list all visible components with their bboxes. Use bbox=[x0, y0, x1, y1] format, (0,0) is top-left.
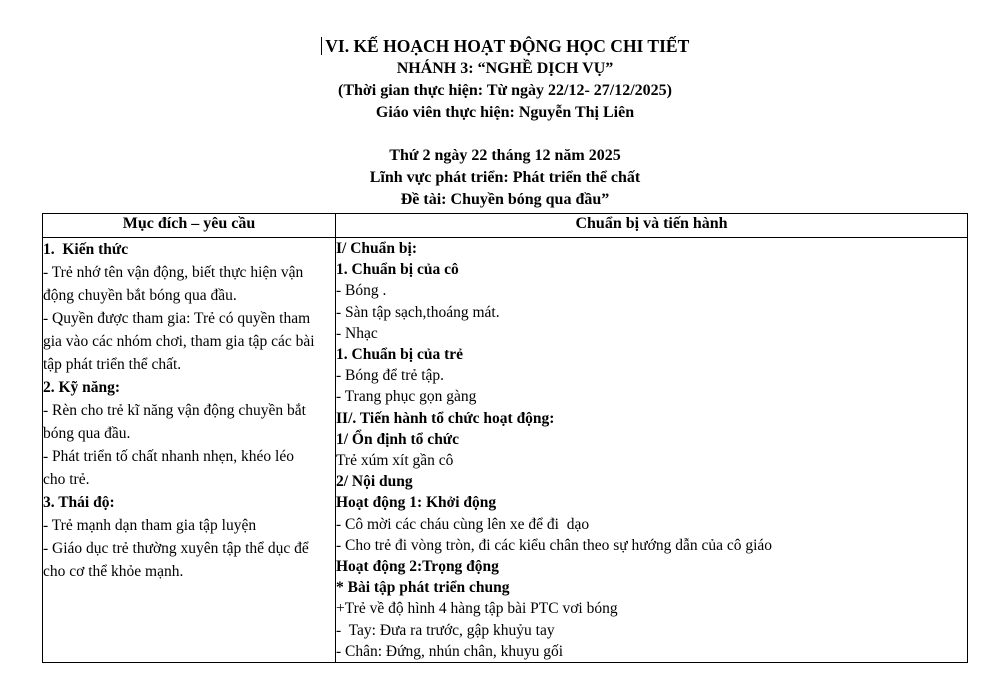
text-line: cho trẻ. bbox=[43, 471, 90, 488]
text-line: - Giáo dục trẻ thường xuyên tập thể dục để bbox=[43, 540, 309, 557]
text-line: - Quyền được tham gia: Trẻ có quyền tham bbox=[43, 310, 311, 327]
text-line: 1. Kiến thức bbox=[43, 241, 129, 258]
document-header bbox=[42, 34, 968, 211]
text-line: - Phát triển tố chất nhanh nhẹn, khéo léo bbox=[43, 448, 294, 465]
text-line: cho cơ thể khỏe mạnh. bbox=[43, 563, 184, 580]
text-line: - Trang phục gọn gàng bbox=[336, 388, 477, 406]
text-line: tập phát triển thể chất. bbox=[43, 356, 182, 373]
text-line: - Bóng . bbox=[336, 282, 387, 300]
lesson-plan-table bbox=[42, 213, 968, 663]
preparation-cell bbox=[336, 238, 968, 663]
text-line: - Sàn tập sạch,thoáng mát. bbox=[336, 303, 500, 321]
text-line: 2/ Nội dung bbox=[336, 473, 413, 491]
page-title-text: VI. KẾ HOẠCH HOẠT ĐỘNG HỌC CHI TIẾT bbox=[325, 36, 690, 56]
text-line: gia vào các nhóm chơi, tham gia tập các bài bbox=[43, 333, 315, 350]
text-line: 3. Thái độ: bbox=[43, 494, 115, 511]
text-line: - Cô mời các cháu cùng lên xe để đi dạo bbox=[336, 515, 590, 533]
text-line: - Bóng để trẻ tập. bbox=[336, 367, 445, 385]
table-header-row bbox=[43, 214, 968, 238]
topic-line: Đề tài: Chuyền bóng qua đầu” bbox=[400, 191, 610, 208]
text-line: Hoạt động 2:Trọng động bbox=[336, 558, 499, 576]
page-title bbox=[42, 34, 968, 58]
weekday-line: Thứ 2 ngày 22 tháng 12 năm 2025 bbox=[389, 147, 621, 164]
text-line: - Chân: Đứng, nhún chân, khuyu gối bbox=[336, 642, 564, 660]
text-line: - Cho trẻ đi vòng tròn, đi các kiểu chân theo sự hướng dẫn của cô giáo bbox=[336, 536, 773, 554]
text-line: +Trẻ về độ hình 4 hàng tập bài PTC vơi bóng bbox=[336, 600, 618, 618]
time-period-line: (Thời gian thực hiện: Từ ngày 22/12- 27/12/2025) bbox=[337, 82, 673, 99]
column-header-preparation: Chuẩn bị và tiến hành bbox=[336, 214, 968, 238]
text-line: - Trẻ nhớ tên vận động, biết thực hiện vận bbox=[43, 264, 304, 281]
teacher-line: Giáo viên thực hiện: Nguyễn Thị Liên bbox=[375, 104, 635, 121]
text-line: * Bài tập phát triển chung bbox=[336, 579, 510, 597]
text-line: Trẻ xúm xít gần cô bbox=[336, 452, 454, 470]
text-line: 1. Chuẩn bị của cô bbox=[336, 261, 459, 279]
table-body-row bbox=[43, 238, 968, 663]
text-line: 1/ Ổn định tổ chức bbox=[336, 430, 459, 448]
text-line: động chuyền bắt bóng qua đầu. bbox=[43, 287, 237, 304]
text-line: - Tay: Đưa ra trước, gập khuỷu tay bbox=[336, 621, 555, 639]
text-line: II/. Tiến hành tổ chức hoạt động: bbox=[336, 409, 555, 427]
text-line: 1. Chuẩn bị của trẻ bbox=[336, 346, 464, 364]
text-line: 2. Kỹ năng: bbox=[43, 379, 121, 396]
column-header-objectives: Mục đích – yêu cầu bbox=[43, 214, 336, 238]
text-line: Hoạt động 1: Khởi động bbox=[336, 494, 497, 512]
text-line: bóng qua đầu. bbox=[43, 425, 131, 442]
text-cursor-bar bbox=[321, 37, 323, 55]
objectives-cell bbox=[43, 238, 336, 663]
text-line: - Trẻ mạnh dạn tham gia tập luyện bbox=[43, 517, 257, 534]
text-line: - Rèn cho trẻ kĩ năng vận động chuyền bắt bbox=[43, 402, 306, 419]
spacer bbox=[42, 124, 968, 145]
branch-subtitle: NHÁNH 3: “NGHỀ DỊCH VỤ” bbox=[396, 60, 614, 77]
field-line: Lĩnh vực phát triển: Phát triển thể chất bbox=[369, 169, 641, 186]
text-line: I/ Chuẩn bị: bbox=[336, 240, 417, 257]
text-line: - Nhạc bbox=[336, 324, 378, 342]
